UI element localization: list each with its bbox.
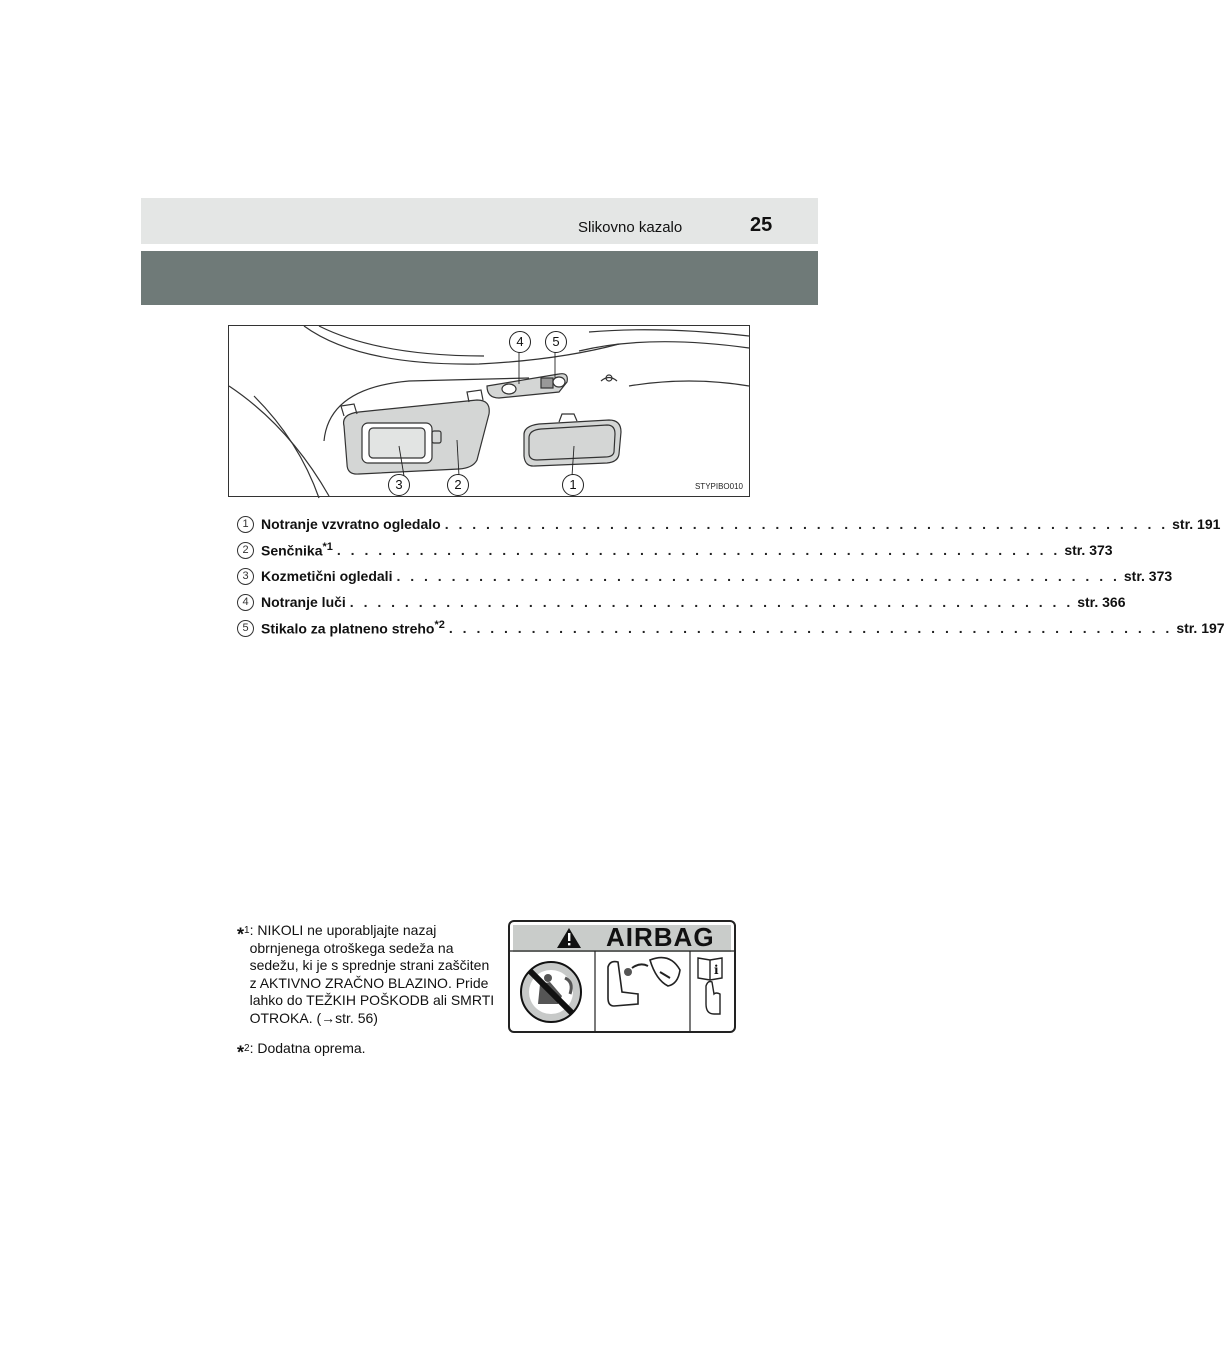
header-band xyxy=(141,251,818,305)
item-number: 1 xyxy=(237,516,254,533)
page-number: 25 xyxy=(750,214,773,236)
item-number: 4 xyxy=(237,594,254,611)
item-label: Stikalo za platneno streho$^{*2}$ xyxy=(261,619,445,637)
item-page-ref[interactable]: str. 373 xyxy=(1064,542,1113,558)
item-page-ref[interactable]: str. 366 xyxy=(1077,594,1126,610)
item-page-ref[interactable]: str. 191 xyxy=(1172,516,1221,532)
item-label: Notranje vzvratno ogledalo xyxy=(261,516,441,532)
callout-5: 5 xyxy=(545,331,567,353)
list-item xyxy=(237,537,1113,563)
interior-drawing xyxy=(229,326,751,498)
footnote-1 xyxy=(237,922,499,1027)
item-page-ref[interactable]: str. 197 xyxy=(1176,620,1225,636)
item-number: 2 xyxy=(237,542,254,559)
list-item xyxy=(237,563,1173,589)
item-label: Notranje luči xyxy=(261,594,346,610)
leader-dots: . . . . . . . . . . . . . . . . . . . . . . . . . . . . . . . . . . . . . . . . . . . . . . . . . . . . . xyxy=(349,594,1074,610)
svg-text:i: i xyxy=(714,963,719,977)
airbag-title: AIRBAG xyxy=(606,922,715,952)
section-title: Slikovno kazalo xyxy=(578,219,683,236)
header-bar xyxy=(141,198,818,244)
seat-airbag-icon xyxy=(608,958,680,1006)
footnote-text: : NIKOLI ne uporabljajte nazaj obrnjenega otroškega sedeža na sedežu, ki je s sprednje strani zaščiten z AKTIVNO ZRAČNO BLAZINO. Pride lahko do TEŽKIH POŠKODB ali SMRTI OTROKA. (→str. 56) xyxy=(249,922,495,1026)
owners-manual-icon xyxy=(698,958,722,1014)
interior-illustration xyxy=(228,325,750,497)
item-label: Kozmetični ogledali xyxy=(261,568,393,584)
callout-1: 1 xyxy=(562,474,584,496)
footnote-2 xyxy=(237,1040,499,1062)
footnote-marker: *$^2$ xyxy=(237,1042,250,1063)
callout-2: 2 xyxy=(447,474,469,496)
item-number: 3 xyxy=(237,568,254,585)
footnotes xyxy=(237,922,499,1062)
leader-dots: . . . . . . . . . . . . . . . . . . . . . . . . . . . . . . . . . . . . . . . . . . . . . . . . . . . . . xyxy=(336,542,1061,558)
leader-dots: . . . . . . . . . . . . . . . . . . . . . . . . . . . . . . . . . . . . . . . . . . . . . . . . . . . . . xyxy=(396,568,1120,584)
item-number: 5 xyxy=(237,620,254,637)
list-item xyxy=(237,589,1126,615)
warning-triangle-icon xyxy=(557,928,581,948)
callout-3: 3 xyxy=(388,474,410,496)
leader-dots: . . . . . . . . . . . . . . . . . . . . . . . . . . . . . . . . . . . . . . . . . . . . . . . . . . . . . xyxy=(448,620,1173,636)
list-item xyxy=(237,511,1221,537)
footnote-ref: *2 xyxy=(434,619,445,632)
item-page-ref[interactable]: str. 373 xyxy=(1123,568,1173,584)
figure-code: STYPIBO010 xyxy=(694,482,743,491)
list-item xyxy=(237,615,1225,641)
callout-4: 4 xyxy=(509,331,531,353)
footnote-text: : Dodatna oprema. xyxy=(249,1040,366,1056)
footnote-marker: *$^1$ xyxy=(237,924,250,945)
airbag-warning-label xyxy=(508,920,736,1033)
component-list xyxy=(237,511,1225,641)
footnote-ref: *1 xyxy=(322,541,333,554)
item-label: Senčnika$^{*1}$ xyxy=(261,541,333,559)
no-child-seat-icon xyxy=(521,962,581,1022)
leader-dots: . . . . . . . . . . . . . . . . . . . . . . . . . . . . . . . . . . . . . . . . . . . . . . . . . . . . . xyxy=(444,516,1169,532)
